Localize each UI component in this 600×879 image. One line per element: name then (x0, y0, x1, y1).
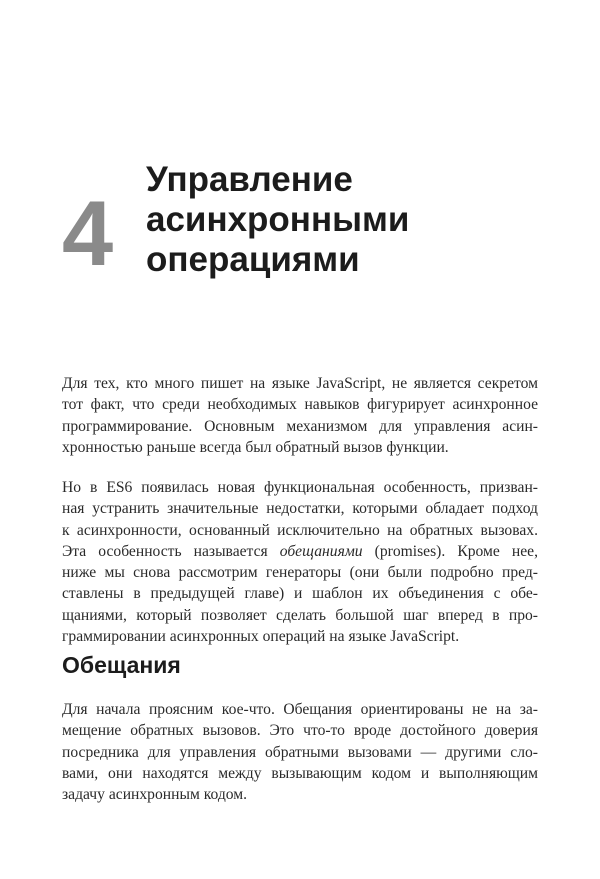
text-line: к асинхронности, основанный исключительно на обратных вызовах. (62, 521, 538, 539)
text-line: Для тех, кто много пишет на языке JavaScript, не является секретом (62, 375, 538, 392)
text-line: посредника для управления обратными вызовами — другими сло- (62, 743, 538, 761)
chapter-title-line: Управление (146, 160, 353, 199)
intro-paragraph (62, 373, 538, 458)
text-line: щаниями, который позволяет сделать большой шаг вперед в про- (62, 606, 538, 624)
text-line: ная устранить значительные недостатки, которыми обладает подход (62, 500, 538, 518)
text-line: программирование. Основным механизмом для управления асин- (62, 417, 538, 435)
text-line: хронностью раньше всегда был обратный вызов функции. (62, 438, 449, 456)
emphasized-term: обещаниями (279, 542, 363, 560)
text-line: задачу асинхронным кодом. (62, 786, 248, 804)
text-line: Для начала проясним кое-что. Обещания ориентированы не на за- (62, 701, 538, 718)
chapter-number: 4 (62, 183, 114, 285)
text-line: ниже мы снова рассмотрим генераторы (они были подробно пред- (62, 564, 538, 582)
text-line: тот факт, что среди необходимых навыков фигурирует асинхронное (62, 396, 538, 414)
chapter-title-line: асинхронными (146, 200, 410, 239)
es6-paragraph (62, 477, 538, 647)
text-line: мещение обратных вызовов. Это что-то вроде достойного доверия (62, 722, 538, 740)
text-line: вами, они находятся между вызывающим кодом и выполняющим (62, 764, 538, 782)
promises-paragraph (62, 699, 538, 805)
text-segment: Эта особенность называется (62, 542, 280, 560)
text-line: ставлены в предыдущей главе) и шаблон их объединения с обе- (62, 585, 538, 603)
chapter-title (146, 160, 409, 280)
text-line (62, 541, 538, 562)
section-heading: Обещания (62, 652, 181, 678)
chapter-title-line: операциями (146, 240, 360, 279)
text-line: Но в ES6 появилась новая функциональная особенность, призван- (62, 479, 538, 496)
text-segment: (promises). Кроме нее, (362, 542, 538, 560)
text-line: граммировании асинхронных операций на языке JavaScript. (62, 628, 460, 646)
